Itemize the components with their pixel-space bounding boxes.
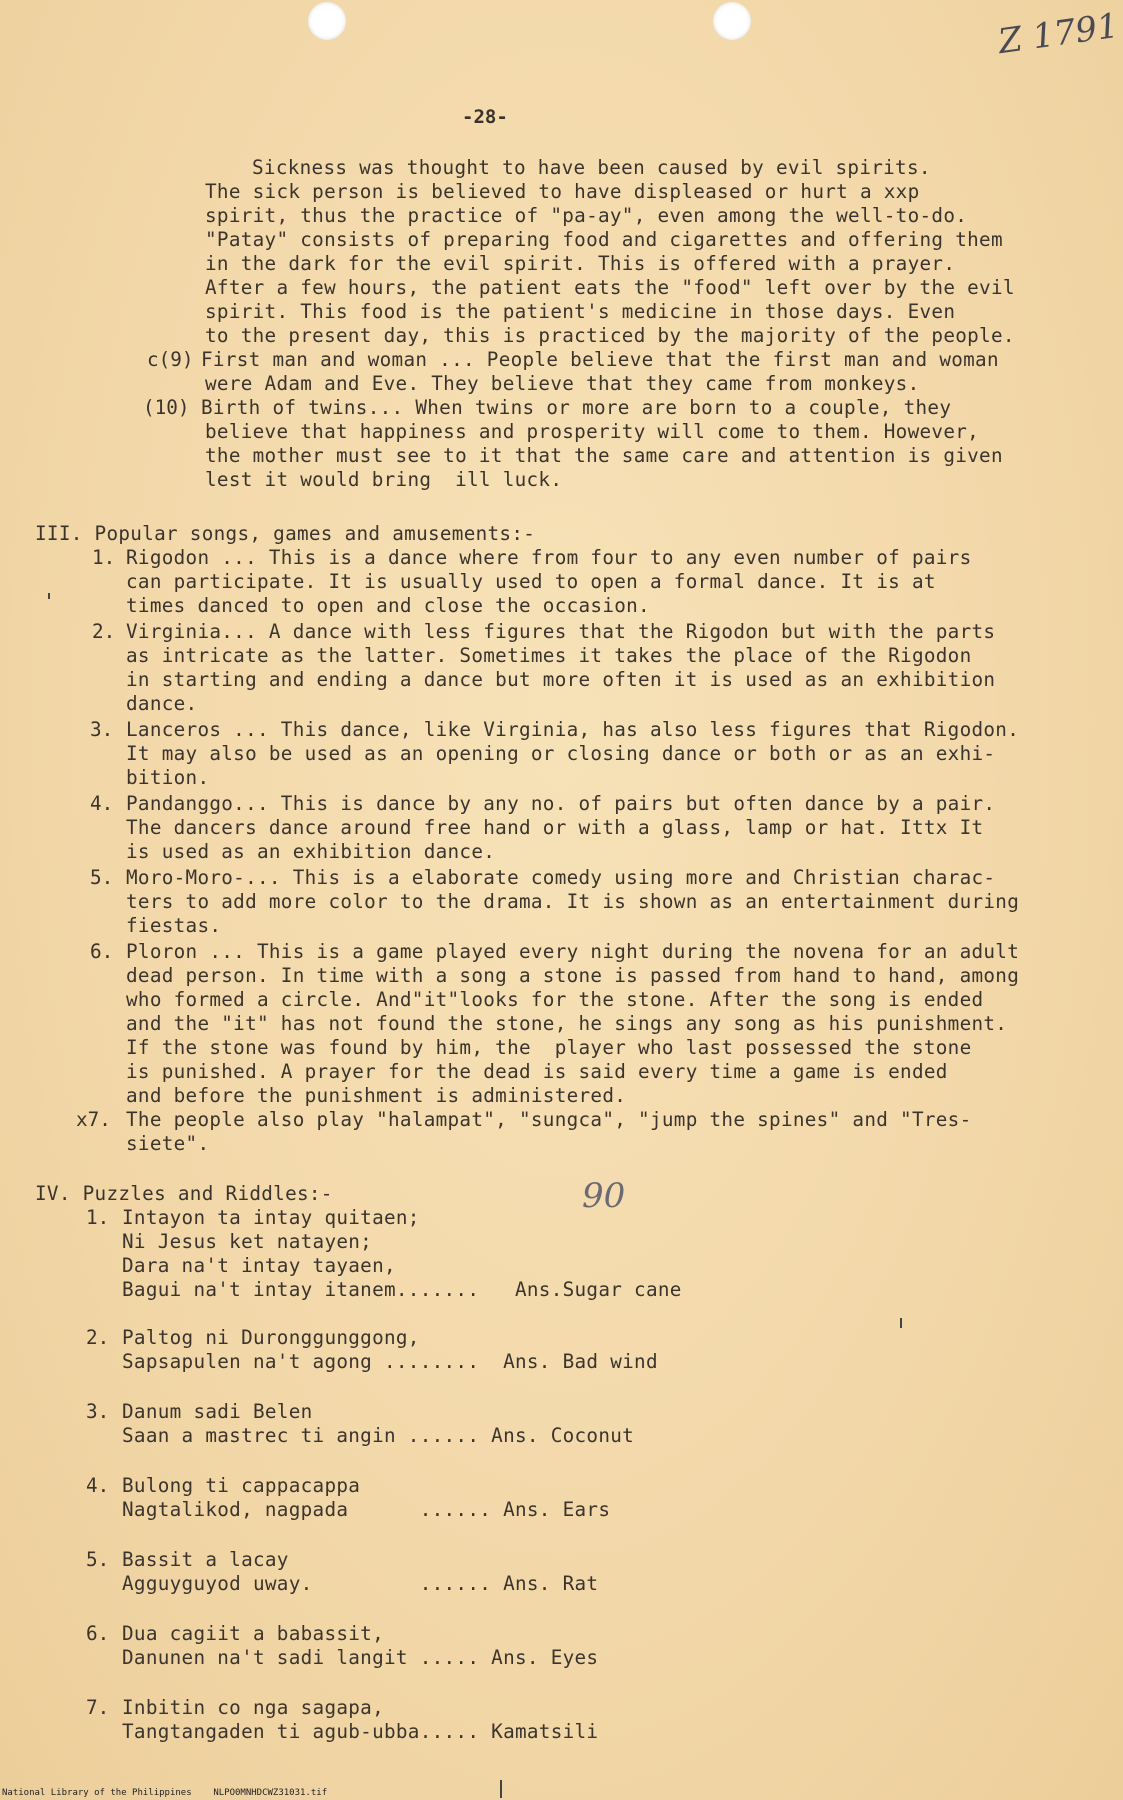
- section-3-item-line: It may also be used as an opening or closing dance or both or as an exhi-: [126, 742, 996, 765]
- intro-line: in the dark for the evil spirit. This is offered with a prayer.: [205, 252, 956, 275]
- section-3-item-line: is punished. A prayer for the dead is said every time a game is ended: [126, 1060, 948, 1083]
- riddle-line: Ni Jesus ket natayen;: [122, 1230, 373, 1253]
- margin-mark: [500, 1780, 502, 1798]
- intro-line: to the present day, this is practiced by the majority of the people.: [205, 324, 1015, 347]
- riddle-number: 6.: [86, 1622, 110, 1645]
- riddle-line: Tangtangaden ti agub-ubba..... Kamatsili: [122, 1720, 599, 1743]
- riddle-number: 5.: [86, 1548, 110, 1571]
- intro-line: After a few hours, the patient eats the "food" left over by the evil: [205, 276, 1015, 299]
- riddle-line: Bassit a lacay: [122, 1548, 289, 1571]
- catalog-mark: Z 1791: [995, 5, 1122, 63]
- section-4-heading: IV. Puzzles and Riddles:-: [35, 1182, 333, 1205]
- section-3-item-line: as intricate as the latter. Sometimes it takes the place of the Rigodon: [126, 644, 972, 667]
- section-3-heading: III. Popular songs, games and amusements:-: [35, 522, 536, 545]
- intro-line: spirit. This food is the patient's medicine in those days. Even: [205, 300, 956, 323]
- section-3-item-line: dance.: [126, 692, 198, 715]
- riddle-number: 2.: [86, 1326, 110, 1349]
- margin-mark: [48, 593, 50, 599]
- riddle-line: Intayon ta intay quitaen;: [122, 1206, 420, 1229]
- section-3-item-number: 5.: [90, 866, 114, 889]
- riddle-number: 4.: [86, 1474, 110, 1497]
- section-3-item-line: Virginia... A dance with less figures that the Rigodon but with the parts: [126, 620, 996, 643]
- riddle-line: Dara na't intay tayaen,: [122, 1254, 396, 1277]
- footer-source: National Library of the Philippines NLPO0MNHDCWZ31031.tif: [2, 1788, 328, 1798]
- riddle-number: 7.: [86, 1696, 110, 1719]
- riddle-line: Agguyguyod uway. ...... Ans. Rat: [122, 1572, 599, 1595]
- section-3-item-line: fiestas.: [126, 914, 222, 937]
- section-3-item-line: who formed a circle. And"it"looks for the stone. After the song is ended: [126, 988, 984, 1011]
- section-3-item-line: and before the punishment is administered.: [126, 1084, 627, 1107]
- item-10-line: believe that happiness and prosperity will come to them. However,: [205, 420, 980, 443]
- section-3-item-line: Moro-Moro-... This is a elaborate comedy using more and Christian charac-: [126, 866, 996, 889]
- section-3-item-line: Lanceros ... This dance, like Virginia, has also less figures that Rigodon.: [126, 718, 1020, 741]
- section-3-item-number: x7.: [76, 1108, 111, 1131]
- section-3-item-number: 3.: [90, 718, 114, 741]
- intro-line: The sick person is believed to have displeased or hurt a xxp: [205, 180, 920, 203]
- section-3-item-line: and the "it" has not found the stone, he sings any song as his punishment.: [126, 1012, 1008, 1035]
- page-number: -28-: [462, 106, 508, 128]
- riddle-line: Dua cagiit a babassit,: [122, 1622, 384, 1645]
- section-3-item-number: 6.: [90, 940, 114, 963]
- riddle-line: Inbitin co nga sagapa,: [122, 1696, 384, 1719]
- intro-line: Sickness was thought to have been caused by evil spirits.: [252, 156, 931, 179]
- item-9-line: were Adam and Eve. They believe that they came from monkeys.: [205, 372, 920, 395]
- riddle-number: 1.: [86, 1206, 110, 1229]
- section-3-item-number: 4.: [90, 792, 114, 815]
- intro-line: spirit, thus the practice of "pa-ay", even among the well-to-do.: [205, 204, 968, 227]
- punch-hole-right: [713, 2, 751, 40]
- riddle-line: Saan a mastrec ti angin ...... Ans. Coconut: [122, 1424, 635, 1447]
- riddle-line: Danum sadi Belen: [122, 1400, 313, 1423]
- item-10-line: the mother must see to it that the same care and attention is given: [205, 444, 1003, 467]
- riddle-line: Nagtalikod, nagpada ...... Ans. Ears: [122, 1498, 611, 1521]
- riddle-line: Sapsapulen na't agong ........ Ans. Bad wind: [122, 1350, 658, 1373]
- section-3-item-number: 2.: [92, 620, 116, 643]
- section-3-item-line: The dancers dance around free hand or with a glass, lamp or hat. Ittx It: [126, 816, 984, 839]
- punch-hole-left: [308, 2, 346, 40]
- section-3-item-line: can participate. It is usually used to open a formal dance. It is at: [126, 570, 936, 593]
- section-3-item-line: dead person. In time with a song a stone is passed from hand to hand, among: [126, 964, 1020, 987]
- section-3-item-line: in starting and ending a dance but more often it is used as an exhibition: [126, 668, 996, 691]
- section-3-item-line: bition.: [126, 766, 210, 789]
- riddle-number: 3.: [86, 1400, 110, 1423]
- intro-line: "Patay" consists of preparing food and cigarettes and offering them: [205, 228, 1003, 251]
- section-3-item-line: The people also play "halampat", "sungca", "jump the spines" and "Tres-: [126, 1108, 972, 1131]
- section-3-item-line: is used as an exhibition dance.: [126, 840, 496, 863]
- section-3-item-line: times danced to open and close the occasion.: [126, 594, 650, 617]
- section-3-item-line: Rigodon ... This is a dance where from four to any even number of pairs: [126, 546, 972, 569]
- section-3-item-number: 1.: [92, 546, 116, 569]
- section-3-item-line: ters to add more color to the drama. It is shown as an entertainment during: [126, 890, 1020, 913]
- riddle-line: Bulong ti cappacappa: [122, 1474, 361, 1497]
- item-9-number: c(9): [147, 348, 194, 371]
- section-3-item-line: Pandanggo... This is dance by any no. of pairs but often dance by a pair.: [126, 792, 996, 815]
- item-10-line: lest it would bring ill luck.: [205, 468, 563, 491]
- item-10-line: Birth of twins... When twins or more are born to a couple, they: [201, 396, 952, 419]
- margin-mark: [900, 1318, 902, 1328]
- handwritten-number: 90: [582, 1176, 626, 1216]
- section-3-item-line: siete".: [126, 1132, 210, 1155]
- item-10-number: (10): [143, 396, 190, 419]
- section-3-item-line: If the stone was found by him, the player who last possessed the stone: [126, 1036, 972, 1059]
- riddle-line: Bagui na't intay itanem....... Ans.Sugar cane: [122, 1278, 682, 1301]
- section-3-item-line: Ploron ... This is a game played every night during the novena for an adult: [126, 940, 1020, 963]
- riddle-line: Paltog ni Duronggunggong,: [122, 1326, 420, 1349]
- riddle-line: Danunen na't sadi langit ..... Ans. Eyes: [122, 1646, 599, 1669]
- item-9-line: First man and woman ... People believe that the first man and woman: [201, 348, 999, 371]
